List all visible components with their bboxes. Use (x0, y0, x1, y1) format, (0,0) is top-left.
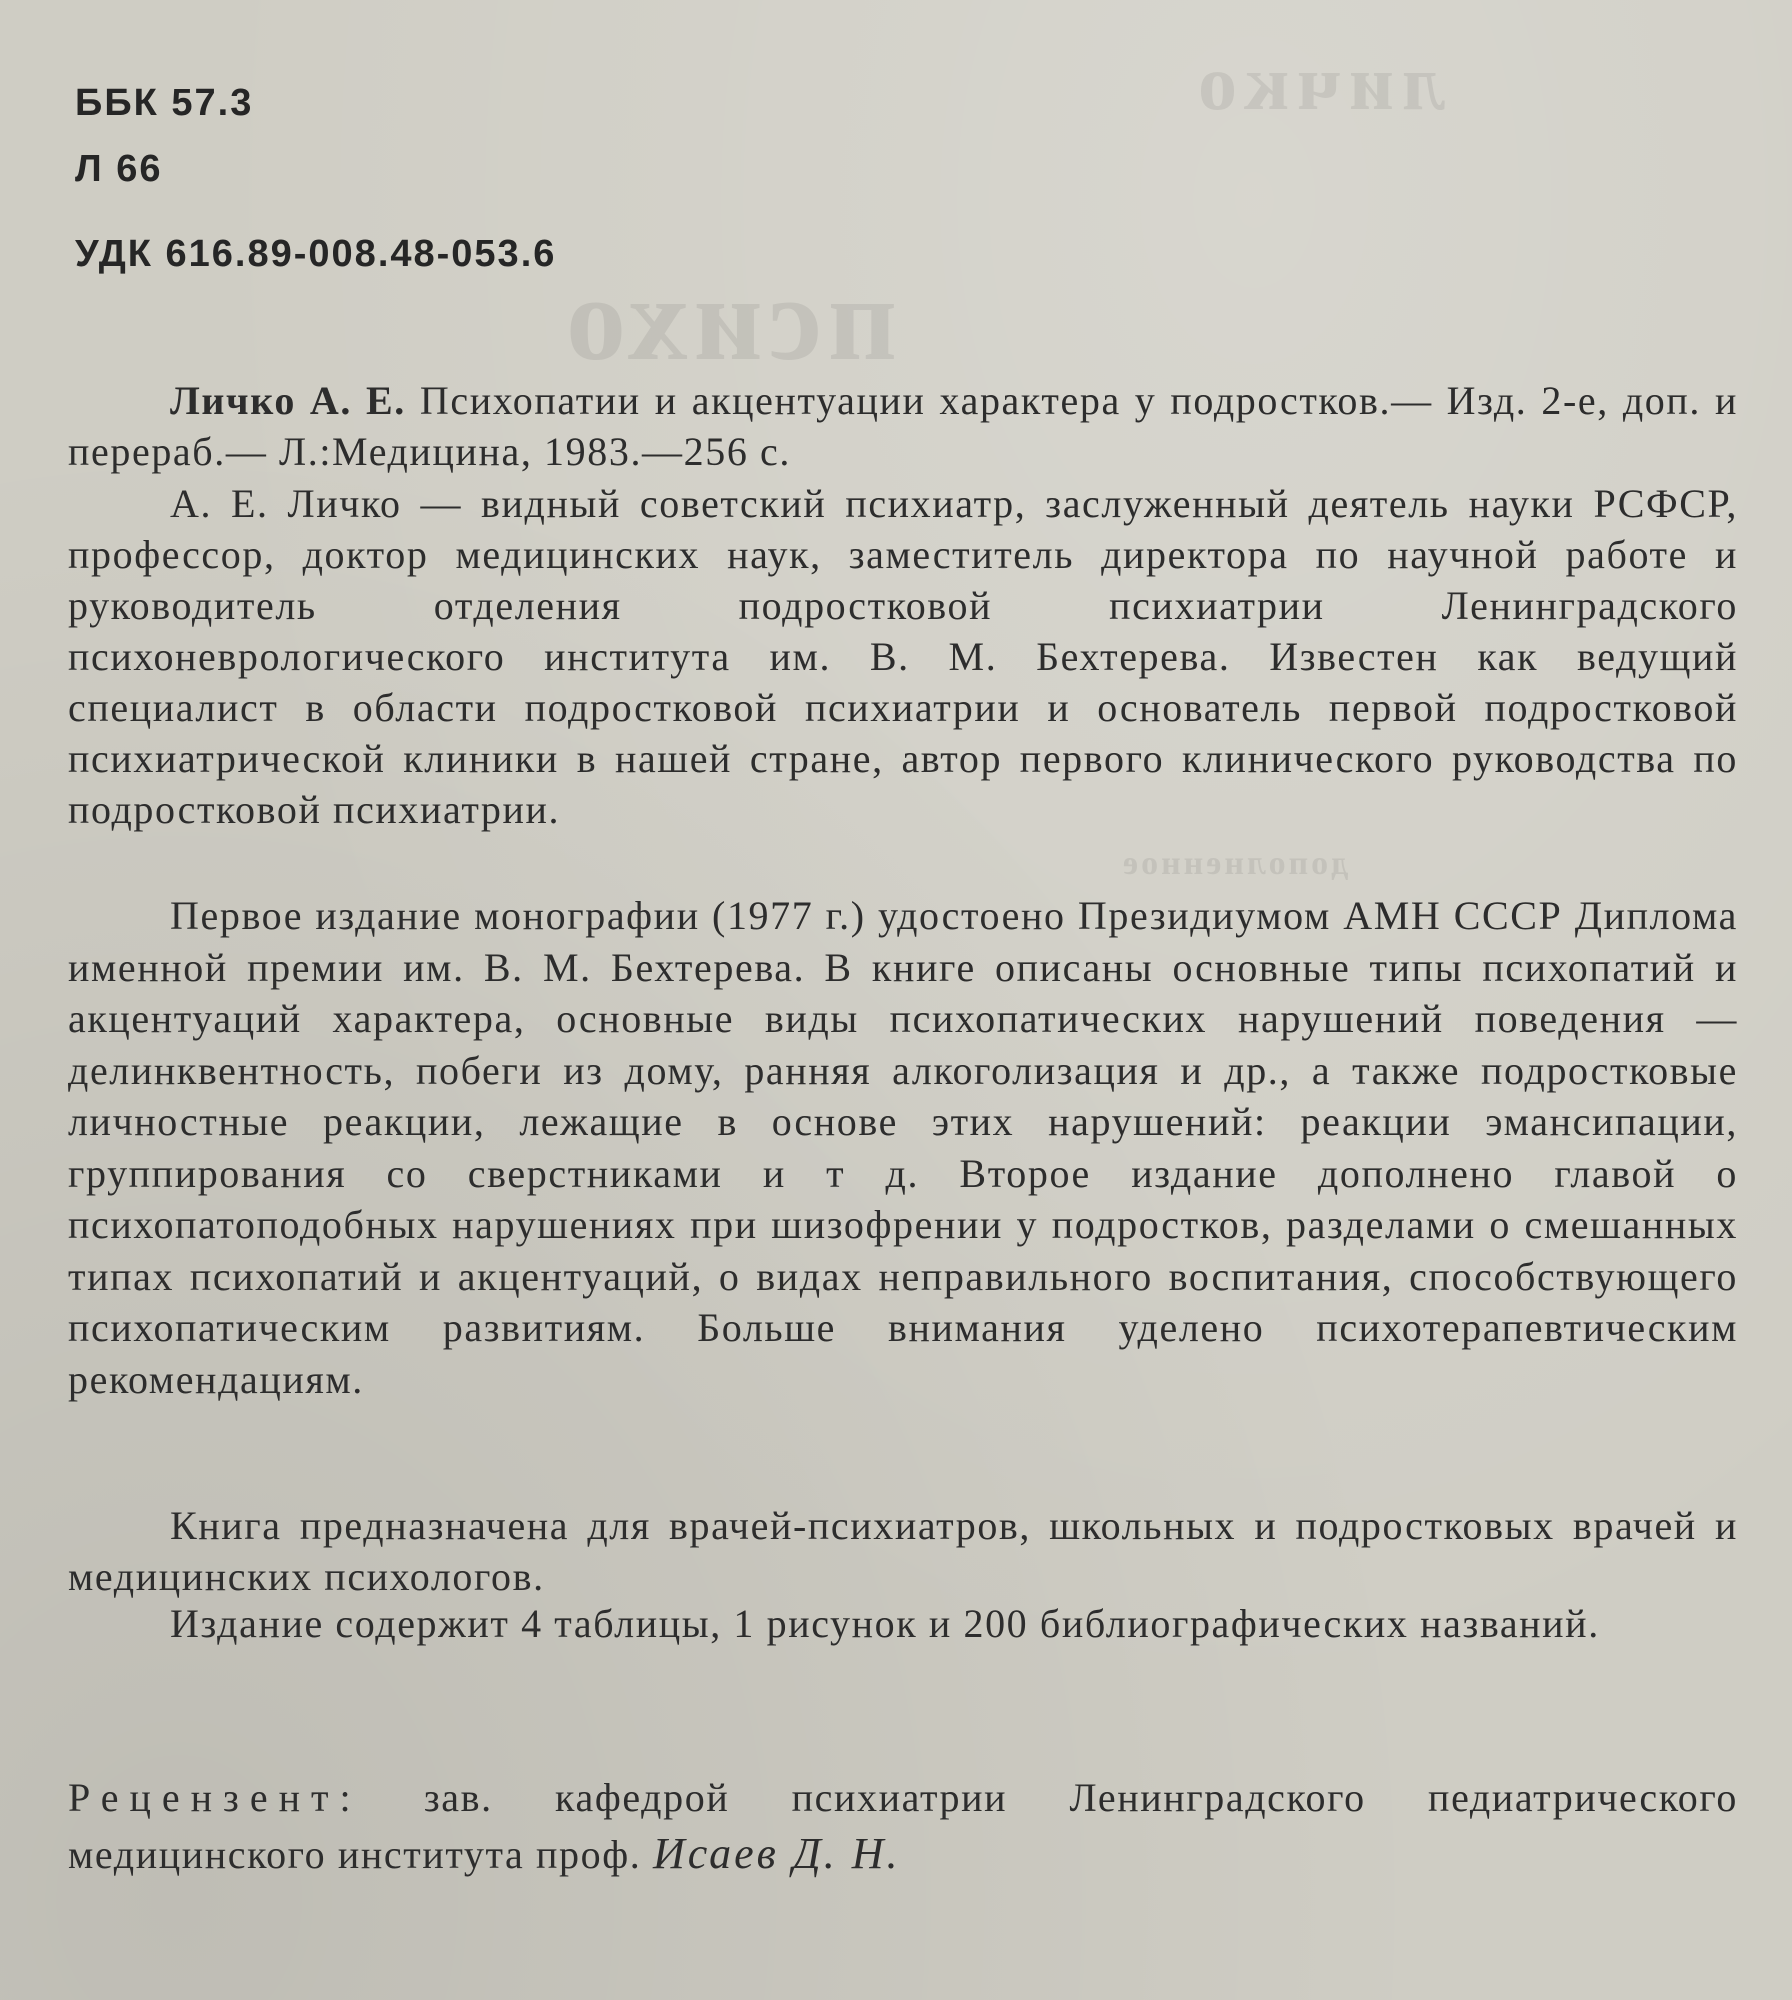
annotation-author-bio (68, 478, 1738, 835)
record-author: Личко А. Е. (170, 378, 406, 423)
udk-code: УДК 616.89-008.48-053.6 (75, 233, 557, 275)
annotation-paragraph: А. Е. Личко — видный советский психиатр, заслуженный деятель науки РСФСР, профессор, доктор медицинских наук, заместитель директора по научной работе и руководитель отделения подростковой психиатрии Ленинградского психоневрологического института им. В. М. Бехтерева. Известен как ведущий специалист в области подростковой психиатрии и основатель первой подростковой психиатрической клиники в нашей стране, автор первого клинического руководства по подростковой психиатрии. (68, 481, 1738, 832)
reviewer-text: зав. кафедрой психиатрии Ленинградского педиатрического медицинского института проф. (68, 1775, 1738, 1877)
annotation-contents-note (68, 1598, 1738, 1649)
annotation-paragraph: Издание содержит 4 таблицы, 1 рисунок и 200 библиографических названий. (170, 1601, 1600, 1646)
annotation-audience (68, 1500, 1738, 1602)
reviewer-block (68, 1770, 1738, 1883)
reviewer-label: Рецензент: (68, 1775, 362, 1820)
bleed-through-text: личко (1190, 39, 1446, 126)
annotation-paragraph: Книга предназначена для врачей-психиатров, школьных и подростковых врачей и медицинских психологов. (68, 1503, 1738, 1599)
bibliographic-record (68, 375, 1738, 477)
bbk-code: ББК 57.3 (75, 82, 254, 124)
bleed-through-title: психо (560, 252, 897, 385)
annotation-content (68, 890, 1738, 1405)
reviewer-name: Исаев Д. Н. (652, 1829, 901, 1878)
record-description: Психопатии и акцентуации характера у подростков.— Изд. 2-е, доп. и перераб.— Л.:Медицина, 1983.—256 с. (68, 378, 1738, 474)
annotation-paragraph: Первое издание монографии (1977 г.) удостоено Президиумом АМН СССР Диплома именной премии им. В. М. Бехтерева. В книге описаны основные типы психопатий и акцентуаций характера, основные виды психопатических нарушений поведения — делинквентность, побеги из дому, ранняя алкоголизация и др., а также подростковые личностные реакции, лежащие в основе этих нарушений: реакции эмансипации, группирования со сверстниками и т д. Второе издание дополнено главой о психопатоподобных нарушениях при шизофрении у подростков, разделами о смешанных типах психопатий и акцентуаций, о видах неправильного воспитания, способствующего психопатическим развитиям. Больше внимания уделено психотерапевтическим рекомендациям. (68, 893, 1738, 1402)
bleed-through-subtitle: дополненное (1120, 845, 1349, 882)
author-mark: Л 66 (75, 148, 163, 190)
